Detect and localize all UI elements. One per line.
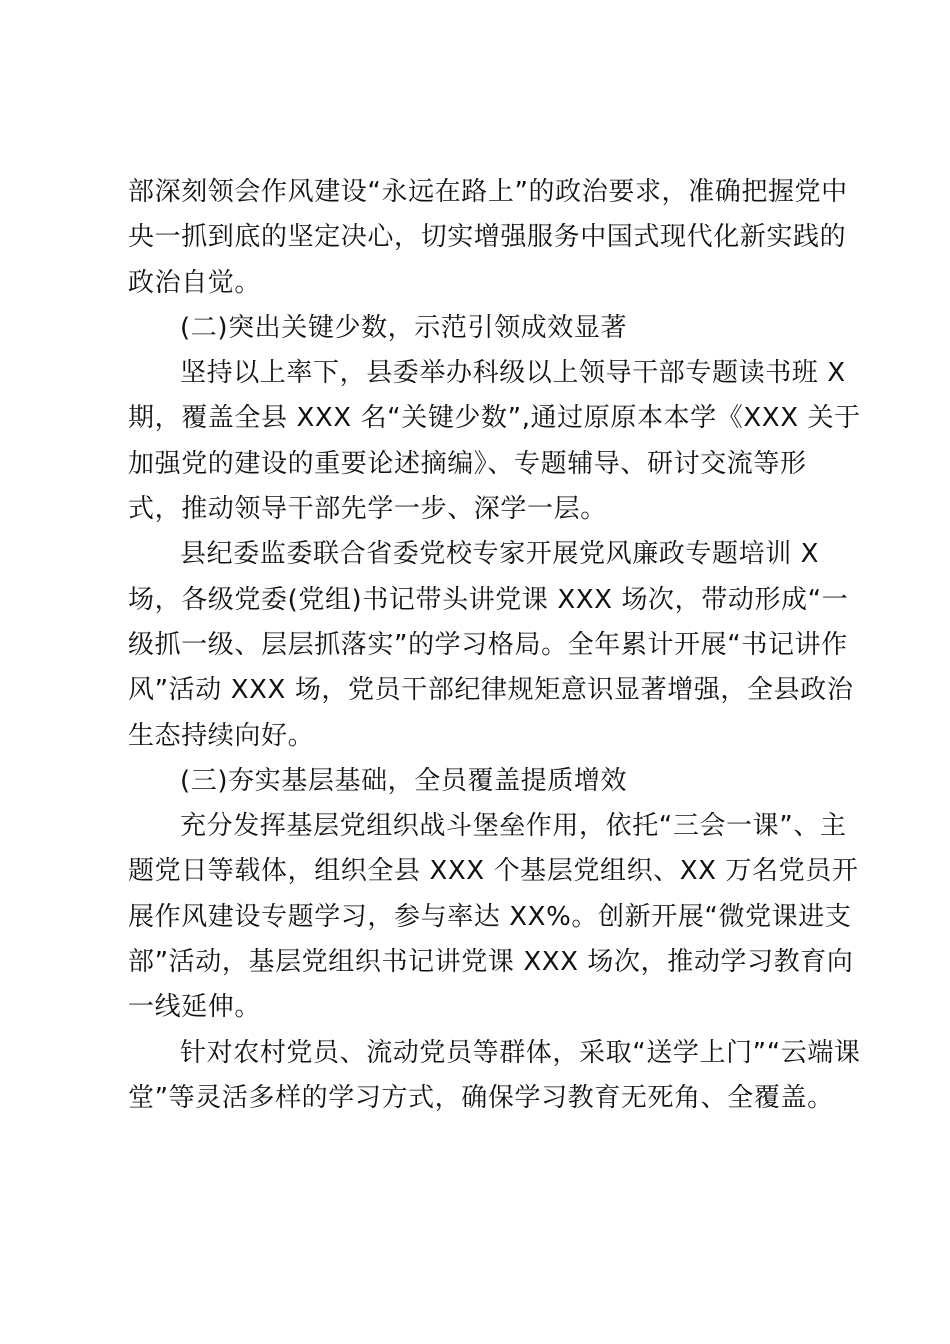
text-line: 央一抓到底的坚定决心，切实增强服务中国式现代化新实践的: [128, 222, 847, 253]
text-line: 题党日等载体，组织全县 XXX 个基层党组织、XX 万名党员开: [128, 856, 859, 887]
document-body: [128, 170, 861, 1121]
text-line: 一线延伸。: [128, 992, 262, 1023]
text-line: 充分发挥基层党组织战斗堡垒作用，依托“三会一课”、主: [180, 811, 847, 842]
text-line: 坚持以上率下，县委举办科级以上领导干部专题读书班 X: [180, 358, 846, 389]
text-line: 期，覆盖全县 XXX 名“关键少数”,通过原原本本学《XXX 关于: [128, 403, 861, 434]
text-line: 级抓一级、层层抓落实”的学习格局。全年累计开展“书记讲作: [128, 629, 848, 660]
text-line: 场，各级党委(党组)书记带头讲党课 XXX 场次，带动形成“一: [128, 584, 849, 615]
text-line: 政治自觉。: [128, 267, 262, 298]
text-line: 针对农村党员、流动党员等群体，采取“送学上门”“云端课: [180, 1037, 861, 1068]
text-line: 加强党的建设的重要论述摘编》、专题辅导、研讨交流等形: [128, 448, 807, 479]
text-line: 堂”等灵活多样的学习方式，确保学习教育无死角、全覆盖。: [128, 1082, 834, 1113]
text-line: 展作风建设专题学习，参与率达 XX%。创新开展“微党课进支: [128, 901, 852, 932]
text-line: 生态持续向好。: [128, 720, 315, 751]
text-line: 风”活动 XXX 场，党员干部纪律规矩意识显著增强，全县政治: [128, 675, 854, 706]
text-line: 部”活动，基层党组织书记讲党课 XXX 场次，推动学习教育向: [128, 947, 854, 978]
text-line: 式，推动领导干部先学一步、深学一层。: [128, 494, 607, 525]
section-heading: (三)夯实基层基础，全员覆盖提质增效: [180, 765, 628, 796]
section-heading: (二)突出关键少数，示范引领成效显著: [180, 312, 628, 343]
text-line: 部深刻领会作风建设“永远在路上”的政治要求，准确把握党中: [128, 177, 848, 207]
text-line: 县纪委监委联合省委党校专家开展党风廉政专题培训 X: [180, 539, 820, 570]
